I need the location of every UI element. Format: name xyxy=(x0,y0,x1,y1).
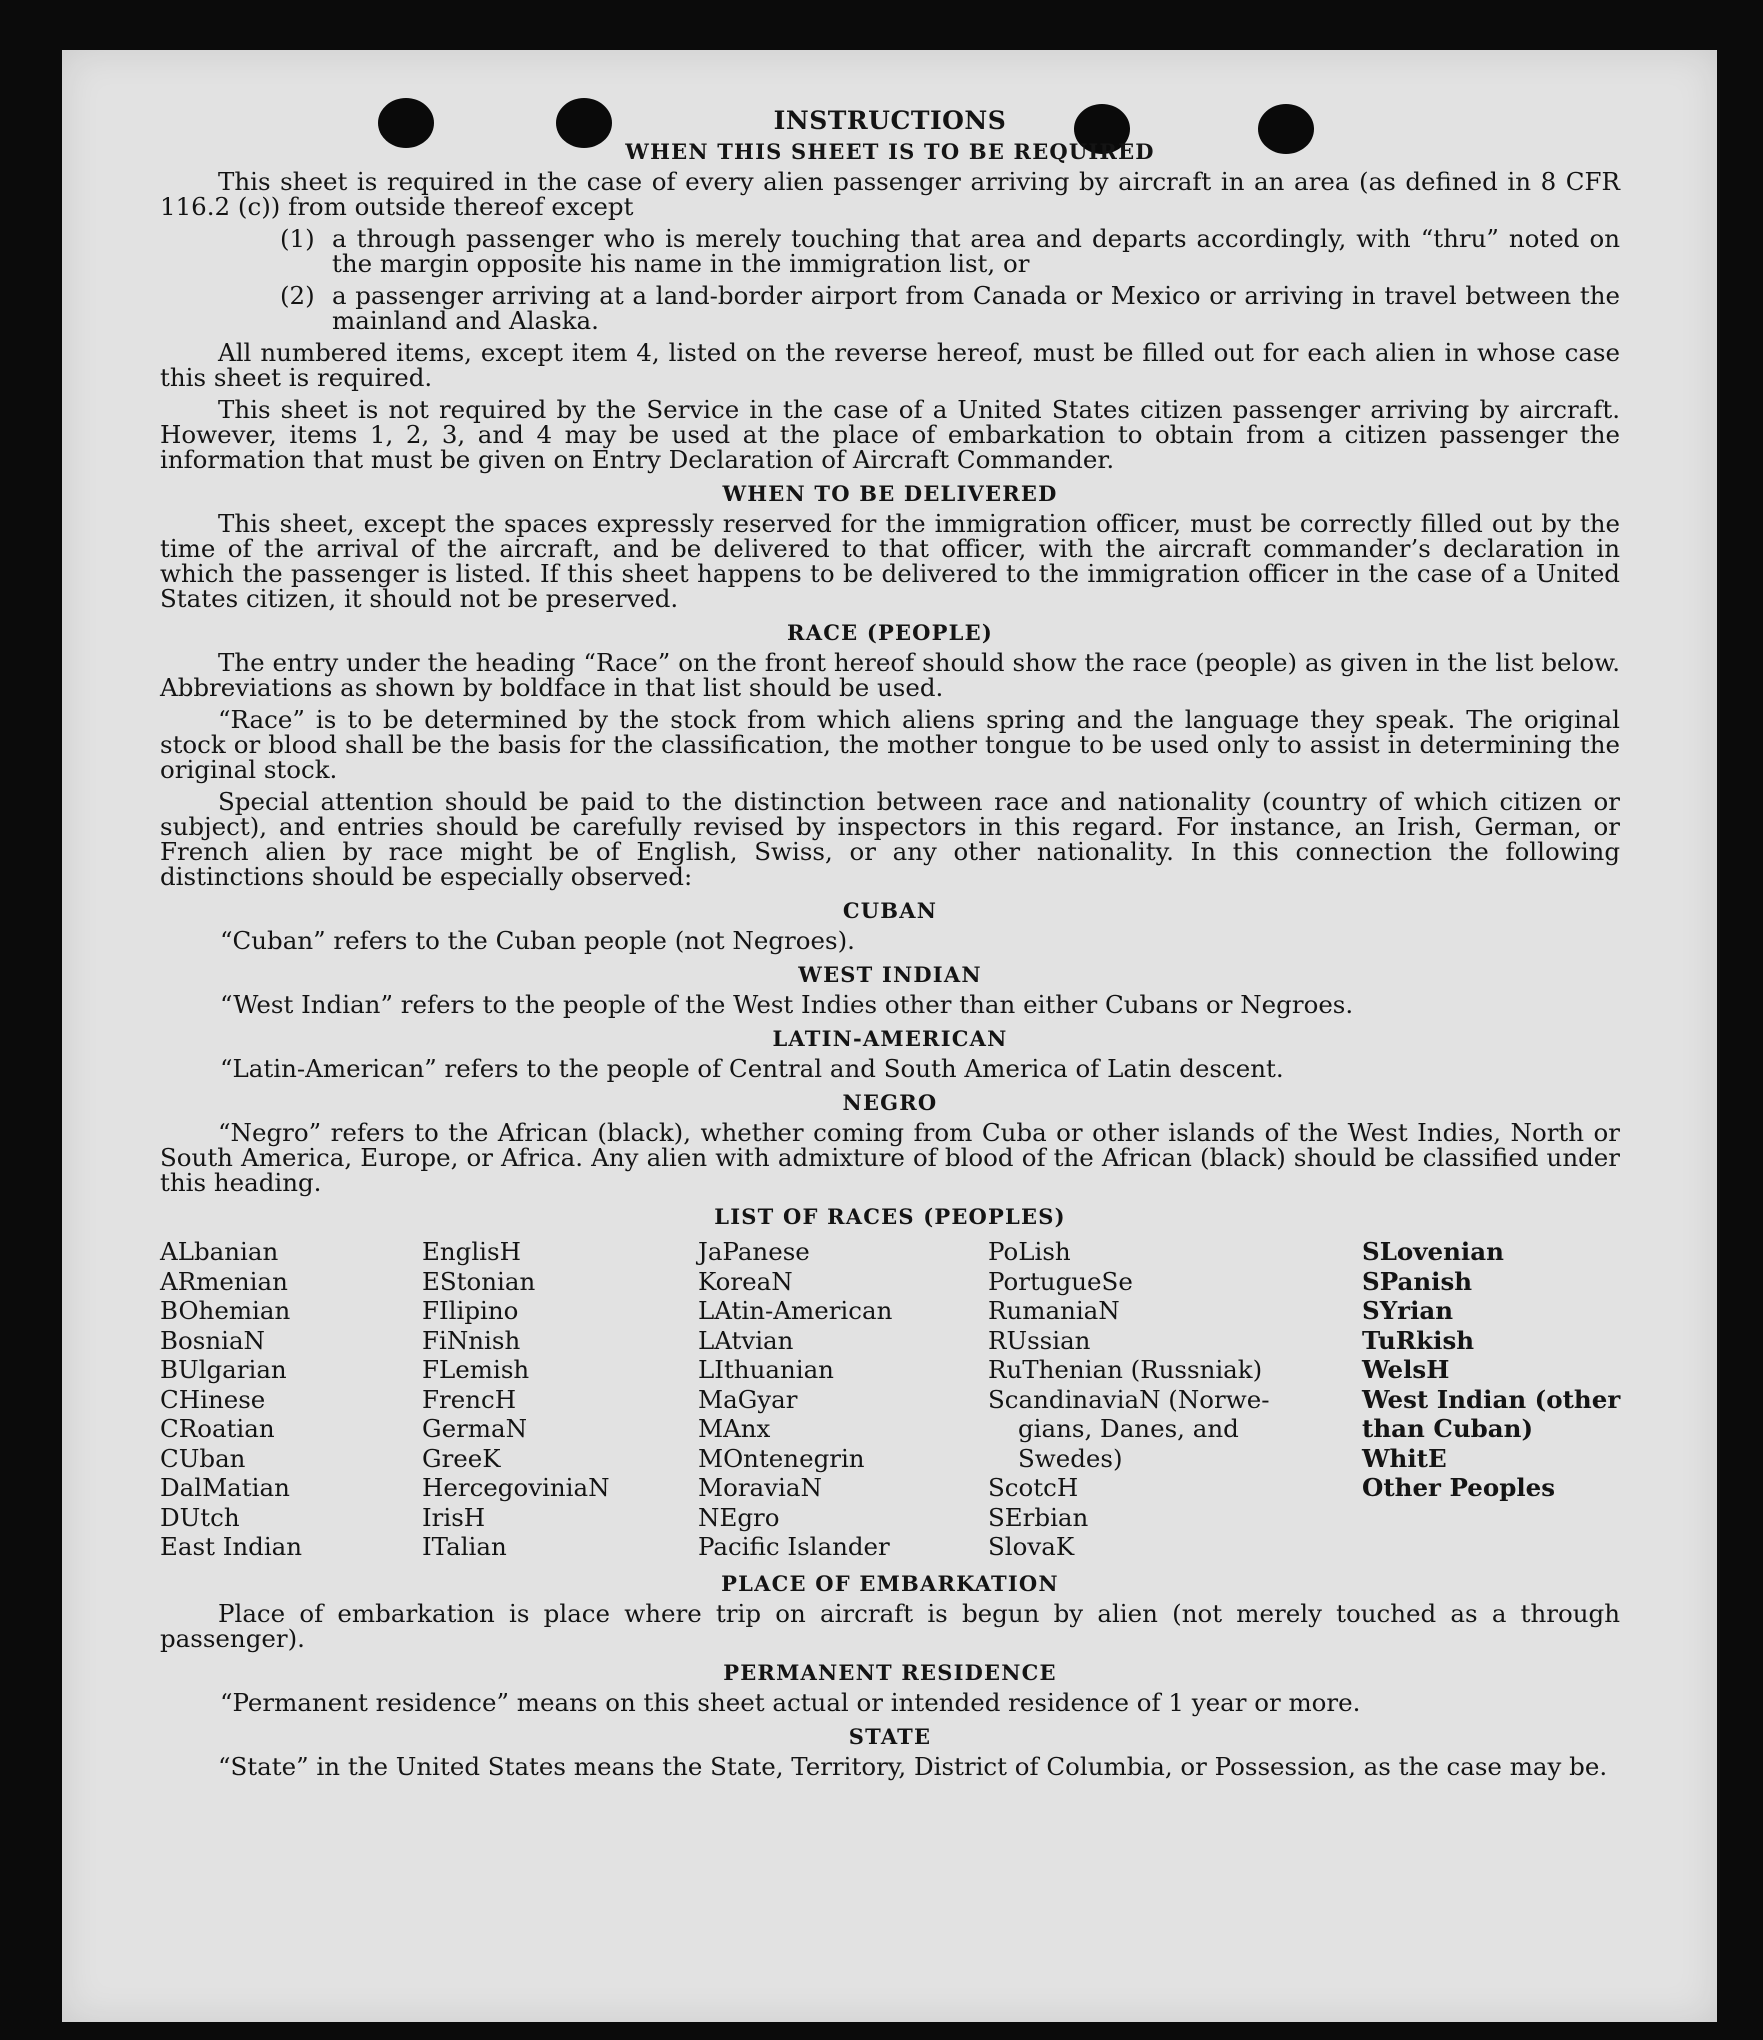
document-sheet xyxy=(62,50,1717,2022)
paragraph: Place of embarkation is place where trip on aircraft is begun by alien (not merely touched as a through passenger). xyxy=(160,1599,1620,1653)
race-item: JaPanese xyxy=(698,1237,810,1266)
list-number: (1) xyxy=(280,224,315,253)
race-item: BOhemian xyxy=(160,1296,291,1325)
paragraph: The entry under the heading “Race” on the front hereof should show the race (people) as given in the list below. Abbreviations as shown by boldface in that list should be used. xyxy=(160,648,1620,702)
list-text: a passenger arriving at a land-border airport from Canada or Mexico or arriving in travel between the mainland and Alaska. xyxy=(332,281,1620,335)
race-item: EnglisH xyxy=(422,1237,521,1266)
race-item: TuRkish xyxy=(1362,1325,1475,1355)
race-item: PoLish xyxy=(988,1237,1071,1266)
race-item: MOntenegrin xyxy=(698,1443,865,1473)
definition: “West Indian” refers to the people of the West Indies other than either Cubans or Negroes. xyxy=(220,990,1354,1019)
section-heading: LIST OF RACES (PEOPLES) xyxy=(714,1204,1066,1229)
race-item: SPanish xyxy=(1362,1266,1473,1296)
list-text: a through passenger who is merely touching that area and departs accordingly, with “thru” noted on the margin opposite his name in the immigration list, or xyxy=(332,224,1620,278)
race-item: DalMatian xyxy=(160,1473,290,1502)
race-item: WelsH xyxy=(1362,1355,1450,1384)
race-column xyxy=(422,1237,610,1562)
paragraph: “State” in the United States means the State, Territory, District of Columbia, or Possession, as the case may be. xyxy=(218,1752,1608,1781)
section-heading: CUBAN xyxy=(842,898,938,923)
race-item: LAtvian xyxy=(698,1325,794,1355)
race-item: CUban xyxy=(160,1443,246,1473)
race-item: KoreaN xyxy=(698,1266,793,1296)
race-item: LIthuanian xyxy=(698,1355,834,1384)
race-item: Swedes) xyxy=(1018,1443,1123,1473)
race-item: SErbian xyxy=(988,1502,1089,1532)
race-item: MAnx xyxy=(698,1414,771,1443)
race-item: NEgro xyxy=(698,1502,780,1532)
paragraph: This sheet is required in the case of every alien passenger arriving by aircraft in an area (as defined in 8 CFR 116.2 (c)) from outside thereof except xyxy=(160,167,1620,221)
race-item: FIlipino xyxy=(422,1296,519,1325)
definition: “Latin-American” refers to the people of Central and South America of Latin descent. xyxy=(220,1054,1284,1083)
race-item: Other Peoples xyxy=(1362,1473,1556,1502)
race-item: ScandinaviaN (Norwe- xyxy=(988,1384,1270,1414)
race-item: LAtin-American xyxy=(698,1296,893,1325)
list-item xyxy=(160,226,1620,276)
section-heading: PLACE OF EMBARKATION xyxy=(721,1571,1059,1596)
race-item: SlovaK xyxy=(988,1532,1075,1561)
race-item: FrencH xyxy=(422,1384,517,1414)
definition: “Cuban” refers to the Cuban people (not Negroes). xyxy=(220,926,855,955)
definition: “Permanent residence” means on this sheet actual or intended residence of 1 year or more. xyxy=(220,1688,1361,1717)
race-item: gians, Danes, and xyxy=(1018,1414,1239,1443)
race-item: IrisH xyxy=(422,1502,486,1532)
race-item: ScotcH xyxy=(988,1473,1079,1502)
race-item: WhitE xyxy=(1362,1443,1447,1473)
race-list xyxy=(160,1237,1620,1562)
section-heading: LATIN-AMERICAN xyxy=(772,1026,1008,1051)
race-item: East Indian xyxy=(160,1532,303,1561)
paragraph: All numbered items, except item 4, listed on the reverse hereof, must be filled out for each alien in whose case this sheet is required. xyxy=(160,338,1620,392)
race-column xyxy=(1362,1237,1620,1503)
race-item: PortugueSe xyxy=(988,1266,1133,1296)
paragraph: “Race” is to be determined by the stock from which aliens spring and the language they speak. The original stock or blood shall be the basis for the classification, the mother tongue to be used only to assist in determining the original stock. xyxy=(160,705,1620,784)
race-item: RumaniaN xyxy=(988,1296,1120,1325)
section-heading: WEST INDIAN xyxy=(798,962,982,987)
race-item: BosniaN xyxy=(160,1325,265,1355)
race-item: ARmenian xyxy=(160,1266,288,1296)
race-column xyxy=(988,1237,1290,1562)
race-item: FiNnish xyxy=(422,1325,521,1355)
race-item: CRoatian xyxy=(160,1414,275,1443)
race-item: than Cuban) xyxy=(1362,1414,1534,1443)
paragraph: Special attention should be paid to the distinction between race and nationality (country of which citizen or subject), and entries should be carefully revised by inspectors in this regard. For instance, an Irish, German, or French alien by race might be of English, Swiss, or any other nationality. In this connection the following distinctions should be especially observed: xyxy=(160,787,1620,891)
section-heading: WHEN TO BE DELIVERED xyxy=(722,481,1058,506)
race-item: RUssian xyxy=(988,1325,1091,1355)
section-heading: PERMANENT RESIDENCE xyxy=(723,1660,1057,1685)
race-item: CHinese xyxy=(160,1384,266,1414)
section-heading: RACE (PEOPLE) xyxy=(787,620,993,645)
race-item: GreeK xyxy=(422,1443,501,1473)
race-item: RuThenian (Russniak) xyxy=(988,1355,1263,1384)
paragraph: This sheet is not required by the Service in the case of a United States citizen passenger arriving by aircraft. However, items 1, 2, 3, and 4 may be used at the place of embarkation to obtain from a citizen passenger the information that must be given on Entry Declaration of Aircraft Commander. xyxy=(160,395,1620,474)
paragraph: “Negro” refers to the African (black), whether coming from Cuba or other islands of the West Indies, North or South America, Europe, or Africa. Any alien with admixture of blood of the African (black) should be classified under this heading. xyxy=(160,1118,1620,1197)
list-number: (2) xyxy=(280,281,315,310)
race-item: SLovenian xyxy=(1362,1237,1504,1266)
race-item: ALbanian xyxy=(160,1237,279,1266)
document-body xyxy=(160,108,1620,1786)
race-item: ITalian xyxy=(422,1532,507,1561)
race-column xyxy=(698,1237,892,1562)
race-item: EStonian xyxy=(422,1266,536,1296)
section-heading: NEGRO xyxy=(842,1090,938,1115)
race-item: MaGyar xyxy=(698,1384,798,1414)
race-item: HercegoviniaN xyxy=(422,1473,610,1502)
race-item: FLemish xyxy=(422,1355,530,1384)
race-column xyxy=(160,1237,302,1562)
race-item: MoraviaN xyxy=(698,1473,822,1502)
race-item: DUtch xyxy=(160,1502,240,1532)
race-item: BUlgarian xyxy=(160,1355,287,1384)
section-heading: WHEN THIS SHEET IS TO BE REQUIRED xyxy=(625,139,1155,164)
page-title: INSTRUCTIONS xyxy=(773,106,1007,135)
race-item: GermaN xyxy=(422,1414,528,1443)
race-item: SYrian xyxy=(1362,1296,1454,1325)
race-item: West Indian (other xyxy=(1362,1384,1621,1414)
list-item xyxy=(160,283,1620,333)
paragraph: This sheet, except the spaces expressly reserved for the immigration officer, must be correctly filled out by the time of the arrival of the aircraft, and be delivered to that officer, with the aircraft commander’s declaration in which the passenger is listed. If this sheet happens to be delivered to the immigration officer in the case of a United States citizen, it should not be preserved. xyxy=(160,509,1620,613)
race-item: Pacific Islander xyxy=(698,1532,890,1561)
section-heading: STATE xyxy=(848,1724,932,1749)
